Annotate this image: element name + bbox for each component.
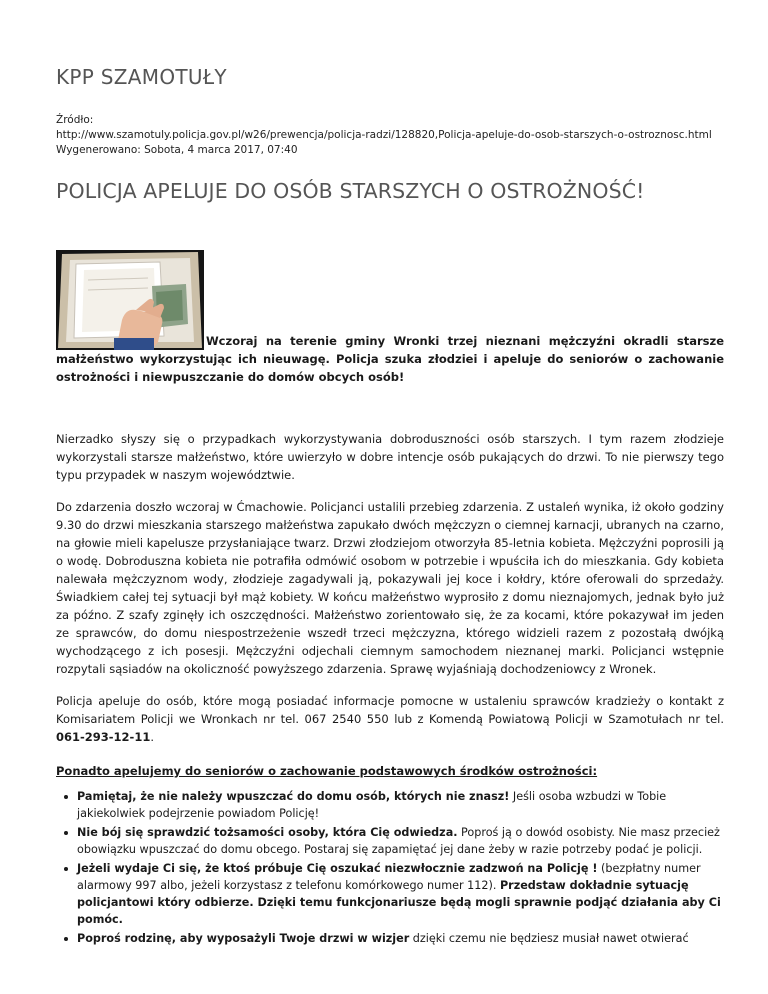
tip-bold-2: Przedstaw dokładnie sytuację policjantowi który odbierze. Dzięki temu funkcjonariusze będą mogli sprawnie podjąć działania aby Ci pomóc. bbox=[77, 879, 721, 926]
drawer-money-image bbox=[56, 250, 204, 350]
paragraph-3-end: . bbox=[150, 730, 154, 744]
tip-bold: Jeżeli wydaje Ci się, że ktoś próbuje Cię oszukać niezwłocznie zadzwoń na Policję ! bbox=[77, 862, 598, 875]
generated-date: Wygenerowano: Sobota, 4 marca 2017, 07:40 bbox=[56, 144, 298, 156]
tip-text: Poproś ją o dowód osobisty. Nie masz przecież obowiązku wpuszczać do domu obcego. Postaraj się zapamiętać jej dane żeby w razie potrzeby podać je policji. bbox=[77, 826, 720, 856]
police-phone-number: 061-293-12-11 bbox=[56, 730, 151, 744]
list-item bbox=[64, 860, 724, 928]
article-lead bbox=[56, 250, 724, 386]
paragraph-2: Do zdarzenia doszło wczoraj w Ćmachowie. Policjanci ustalili przebieg zdarzenia. Z ustaleń wynika, iż około godziny 9.30 do drzwi mieszkania starszego małżeństwa zapukało dwóch mężczyzn o ciemnej karnacji, ubranych na czarno, na głowie mieli kapelusze przysłaniające twarz. Drzwi złodziejom otworzyła 85-letnia kobieta. Mężczyźni poprosili ją o wodę. Dobroduszna kobieta nie potrafiła odmówić osobom w potrzebie i wpuściła ich do mieszkania. Gdy kobieta nalewała mężczyznom wody, złodzieje zagadywali ją, pokazywali jej koce i kołdry, które oferowali do sprzedaży. Świadkiem całej tej sytuacji był mąż kobiety. W końcu małżeństwo wyprosiło z domu nieznajomych, jednak było już za późno. Z szafy zginęły ich oszczędności. Małżeństwo zorientowało się, że za kocami, które pokazywał im jeden ze sprawców, do domu niespostrzeżenie wszedł trzeci mężczyzna, którego widzieli razem z pozostałą dwójką wychodzącego z ich posesji. Mężczyźni odjechali ciemnym samochodem nieznanej marki. Policjanci wstępnie rozpytali sąsiadów na okoliczność powyższego zdarzenia. Sprawę wyjaśniają dochodzeniowcy z Wronek. bbox=[56, 500, 724, 676]
article-photo bbox=[56, 250, 204, 350]
tip-text: (bezpłatny numer alarmowy 997 albo, jeżeli korzystasz z telefonu komórkowego numer 112). bbox=[77, 862, 701, 892]
document-meta bbox=[56, 113, 724, 158]
article-headline: POLICJA APELUJE DO OSÓB STARSZYCH O OSTROŻNOŚĆ! bbox=[56, 179, 645, 203]
safety-tips-list bbox=[56, 788, 724, 947]
paragraph-3 bbox=[56, 692, 724, 746]
lead-text: Wczoraj na terenie gminy Wronki trzej nieznani mężczyźni okradli starsze małżeństwo wykorzystując ich nieuwagę. Policja szuka złodziei i apeluje do seniorów o zachowanie ostrożności i niewpuszczanie do domów obcych osób! bbox=[56, 334, 724, 384]
appeal-title: Ponadto apelujemy do seniorów o zachowanie podstawowych środków ostrożności: bbox=[56, 764, 598, 778]
source-url[interactable]: http://www.szamotuly.policja.gov.pl/w26/prewencja/policja-radzi/128820,Policja-apeluje-do-osob-starszych-o-ostroznosc.html bbox=[56, 129, 712, 141]
list-item bbox=[64, 930, 724, 947]
tip-bold: Poproś rodzinę, aby wyposażyli Twoje drzwi w wizjer bbox=[77, 932, 410, 945]
tip-bold: Nie bój się sprawdzić tożsamości osoby, która Cię odwiedza. bbox=[77, 826, 458, 839]
tip-bold: Pamiętaj, że nie należy wpuszczać do domu osób, których nie znasz! bbox=[77, 790, 510, 803]
paragraph-3-text: Policja apeluje do osób, które mogą posiadać informacje pomocne w ustaleniu sprawców kradzieży o kontakt z Komisariatem Policji we Wronkach nr tel. 067 2540 550 lub z Komendą Powiatową Policji w Szamotułach nr tel. bbox=[56, 694, 724, 726]
site-title: KPP SZAMOTUŁY bbox=[56, 65, 227, 89]
tip-text: Jeśli osoba wzbudzi w Tobie jakiekolwiek podejrzenie powiadom Policję! bbox=[77, 790, 667, 820]
source-label: Źródło: bbox=[56, 114, 94, 126]
list-item bbox=[64, 788, 724, 822]
paragraph-1: Nierzadko słyszy się o przypadkach wykorzystywania dobroduszności osób starszych. I tym razem złodzieje wykorzystali starsze małżeństwo, które uwierzyło w dobre intencje osób pukających do drzwi. To nie pierwszy tego typu przypadek w naszym województwie. bbox=[56, 432, 724, 482]
tip-text: dzięki czemu nie będziesz musiał nawet otwierać bbox=[409, 932, 689, 945]
list-item bbox=[64, 824, 724, 858]
